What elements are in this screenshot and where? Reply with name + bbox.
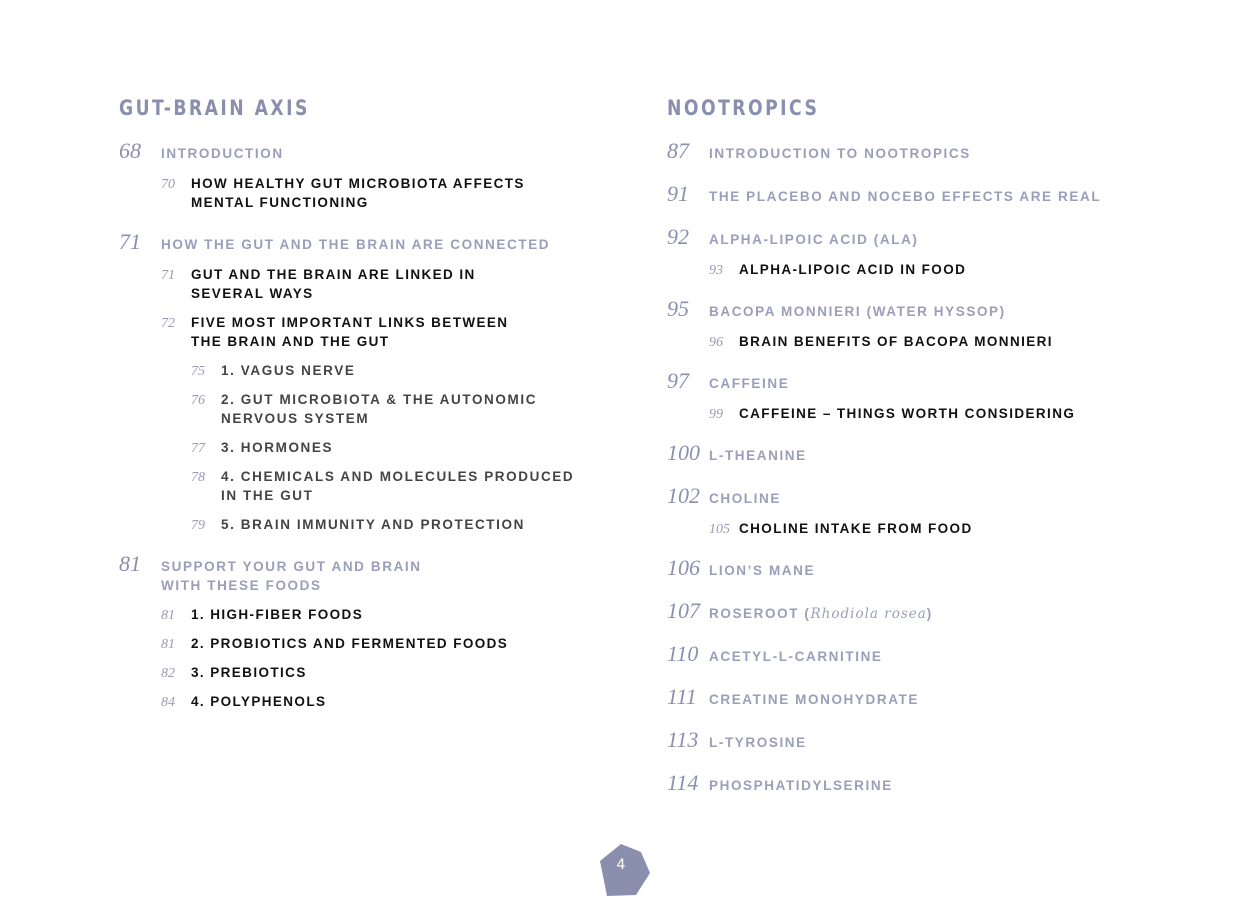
entry-title: 1. VAGUS NERVE	[221, 363, 356, 378]
page-ref: 99	[709, 407, 723, 422]
page-ref: 111	[667, 684, 697, 709]
page-number: 4	[616, 857, 626, 873]
page-ref: 71	[161, 268, 175, 283]
page-ref: 114	[667, 770, 699, 795]
toc-entry[interactable]	[667, 684, 1147, 710]
page-ref: 82	[161, 666, 175, 681]
toc-column-nootropics	[667, 96, 1147, 806]
toc-entry[interactable]	[667, 296, 1147, 322]
entry-title: ROSEROOT (Rhodiola rosea)	[709, 606, 933, 622]
toc-subsubentry[interactable]	[191, 515, 589, 534]
entry-title: FIVE MOST IMPORTANT LINKS BETWEEN THE BRAIN AND THE GUT	[191, 315, 509, 349]
entry-title: 2. PROBIOTICS AND FERMENTED FOODS	[191, 636, 509, 651]
toc-entry[interactable]	[667, 641, 1147, 667]
page-ref: 78	[191, 470, 205, 485]
page-ref: 81	[161, 637, 175, 652]
page-ref: 102	[667, 483, 700, 508]
entry-title: 3. HORMONES	[221, 440, 334, 455]
page-number-badge	[599, 843, 651, 897]
page-ref: 96	[709, 335, 723, 350]
toc-subentry[interactable]	[161, 605, 589, 624]
page-ref: 68	[119, 138, 141, 163]
entry-title: INTRODUCTION TO NOOTROPICS	[709, 146, 971, 161]
page-ref: 70	[161, 177, 175, 192]
page-ref: 84	[161, 695, 175, 710]
toc-column-gut-brain-axis	[119, 96, 589, 721]
page-ref: 71	[119, 229, 141, 254]
toc-subentry[interactable]	[161, 265, 589, 303]
page-ref: 81	[161, 608, 175, 623]
entry-title: SUPPORT YOUR GUT AND BRAIN WITH THESE FOODS	[161, 559, 422, 593]
entry-title: ALPHA-LIPOIC ACID IN FOOD	[739, 262, 967, 277]
entry-title: BRAIN BENEFITS OF BACOPA MONNIERI	[739, 334, 1053, 349]
entry-title: 5. BRAIN IMMUNITY AND PROTECTION	[221, 517, 525, 532]
entry-title: 4. CHEMICALS AND MOLECULES PRODUCED IN THE GUT	[221, 469, 575, 503]
toc-subentry[interactable]	[161, 692, 589, 711]
section-title: GUT-BRAIN AXIS	[119, 96, 310, 120]
entry-title: 3. PREBIOTICS	[191, 665, 307, 680]
page-ref: 113	[667, 727, 699, 752]
toc-subentry[interactable]	[161, 663, 589, 682]
entry-title: L-TYROSINE	[709, 735, 807, 750]
page-ref: 110	[667, 641, 699, 666]
toc-subentry[interactable]	[709, 519, 1147, 538]
entry-title: GUT AND THE BRAIN ARE LINKED IN SEVERAL WAYS	[191, 267, 476, 301]
entry-title: CREATINE MONOHYDRATE	[709, 692, 919, 707]
page-ref: 106	[667, 555, 700, 580]
toc-entry[interactable]	[667, 181, 1147, 207]
toc-subentry[interactable]	[161, 174, 589, 212]
toc-entry[interactable]	[667, 483, 1147, 509]
page-ref: 100	[667, 440, 700, 465]
page-ref: 72	[161, 316, 175, 331]
entry-title: ACETYL-L-CARNITINE	[709, 649, 883, 664]
toc-entry[interactable]	[667, 727, 1147, 753]
toc-subentry[interactable]	[161, 634, 589, 653]
entry-title: INTRODUCTION	[161, 146, 284, 161]
page-ref: 91	[667, 181, 689, 206]
entry-title: CHOLINE INTAKE FROM FOOD	[739, 521, 973, 536]
toc-subentry[interactable]	[709, 260, 1147, 279]
toc-entry[interactable]	[667, 770, 1147, 796]
entry-title: 4. POLYPHENOLS	[191, 694, 327, 709]
toc-subsubentry[interactable]	[191, 467, 589, 505]
toc-subsubentry[interactable]	[191, 438, 589, 457]
entry-title: THE PLACEBO AND NOCEBO EFFECTS ARE REAL	[709, 189, 1102, 204]
entry-title: CAFFEINE	[709, 376, 790, 391]
toc-entry[interactable]	[119, 229, 589, 255]
page-ref: 92	[667, 224, 689, 249]
entry-title: HOW THE GUT AND THE BRAIN ARE CONNECTED	[161, 237, 551, 252]
toc-entry[interactable]	[667, 224, 1147, 250]
entry-title: L-THEANINE	[709, 448, 807, 463]
toc-subentry[interactable]	[709, 332, 1147, 351]
page-ref: 76	[191, 393, 205, 408]
page-ref: 79	[191, 518, 205, 533]
entry-title: 2. GUT MICROBIOTA & THE AUTONOMIC NERVOUS SYSTEM	[221, 392, 538, 426]
page-ref: 87	[667, 138, 689, 163]
page-ref: 95	[667, 296, 689, 321]
section-title: NOOTROPICS	[667, 96, 820, 120]
toc-entry[interactable]	[119, 551, 589, 595]
entry-title: HOW HEALTHY GUT MICROBIOTA AFFECTS MENTAL FUNCTIONING	[191, 176, 525, 210]
toc-entry[interactable]	[667, 138, 1147, 164]
toc-entry[interactable]	[667, 555, 1147, 581]
toc-entry[interactable]	[667, 368, 1147, 394]
page-ref: 77	[191, 441, 205, 456]
toc-entry[interactable]	[667, 440, 1147, 466]
toc-subentry[interactable]	[161, 313, 589, 351]
entry-title: PHOSPHATIDYLSERINE	[709, 778, 893, 793]
entry-title: LION’S MANE	[709, 563, 816, 578]
toc-entry[interactable]	[119, 138, 589, 164]
toc-subsubentry[interactable]	[191, 390, 589, 428]
latin-name: Rhodiola rosea	[810, 606, 927, 622]
page-ref: 105	[709, 522, 730, 537]
page-ref: 93	[709, 263, 723, 278]
entry-title: 1. HIGH-FIBER FOODS	[191, 607, 364, 622]
page-ref: 75	[191, 364, 205, 379]
entry-title: BACOPA MONNIERI (WATER HYSSOP)	[709, 304, 1006, 319]
page-ref: 97	[667, 368, 689, 393]
toc-entry[interactable]	[667, 598, 1147, 624]
page-ref: 81	[119, 551, 141, 576]
toc-subentry[interactable]	[709, 404, 1147, 423]
toc-subsubentry[interactable]	[191, 361, 589, 380]
page-ref: 107	[667, 598, 700, 623]
entry-title: ALPHA-LIPOIC ACID (ALA)	[709, 232, 919, 247]
entry-title: CAFFEINE – THINGS WORTH CONSIDERING	[739, 406, 1076, 421]
entry-title: CHOLINE	[709, 491, 781, 506]
